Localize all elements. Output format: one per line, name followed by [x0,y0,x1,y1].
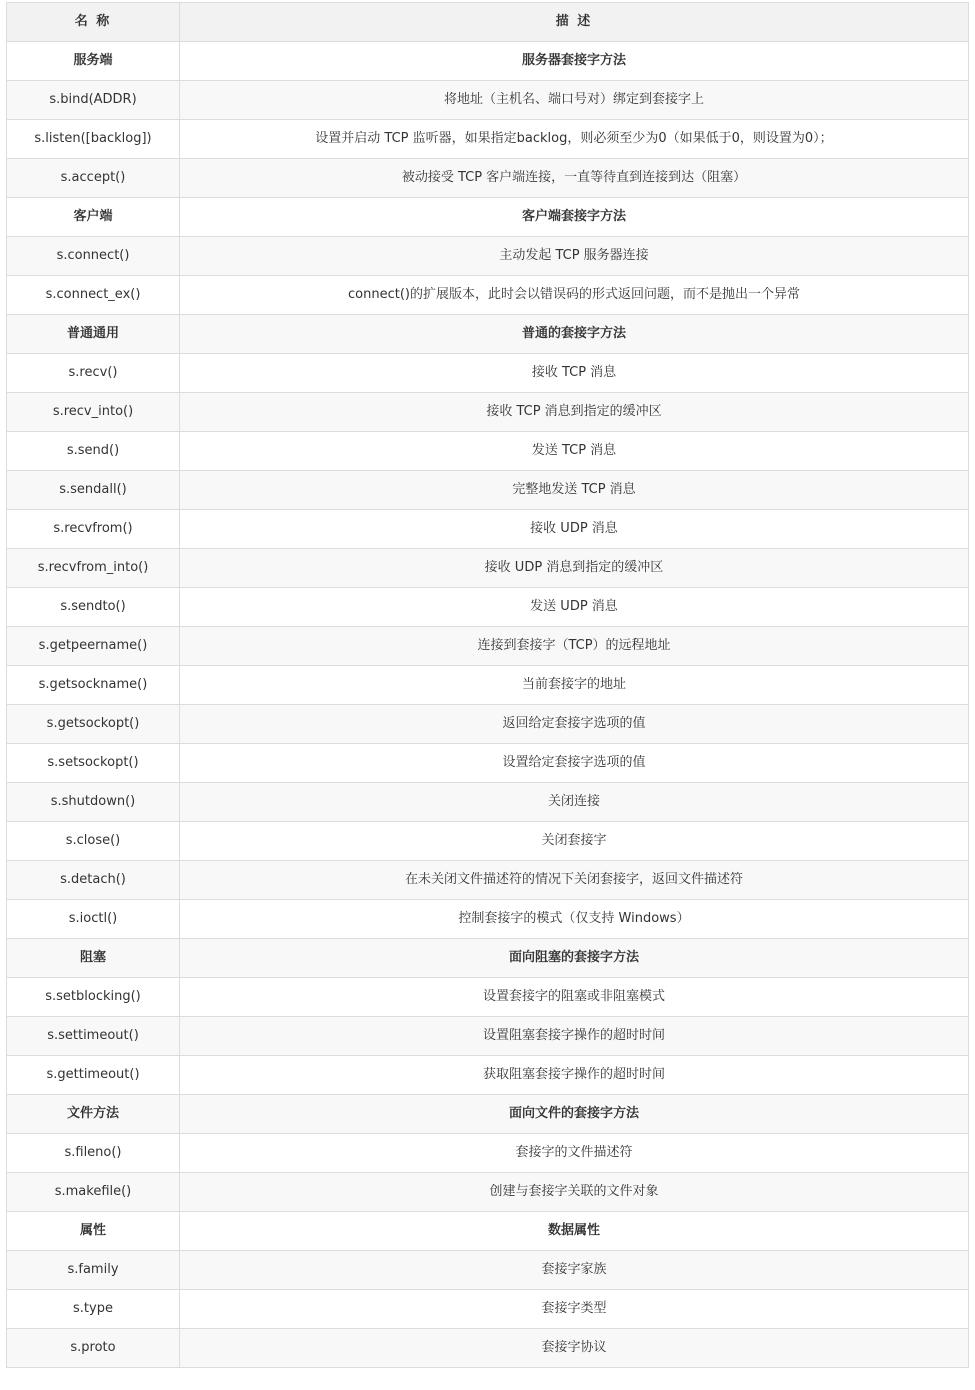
method-description-cell: 接收 UDP 消息到指定的缓冲区 [180,549,969,588]
method-name-cell: s.recvfrom_into() [7,549,180,588]
section-name-cell: 阻塞 [7,939,180,978]
method-description-cell: 设置给定套接字选项的值 [180,744,969,783]
method-name-cell: s.accept() [7,159,180,198]
method-name-cell: s.settimeout() [7,1017,180,1056]
table-row [7,237,969,276]
name-column-header: 名 称 [7,3,180,42]
table-body [7,42,969,1368]
method-description-cell: 被动接受 TCP 客户端连接，一直等待直到连接到达（阻塞） [180,159,969,198]
method-name-cell: s.detach() [7,861,180,900]
method-description-cell: 在未关闭文件描述符的情况下关闭套接字，返回文件描述符 [180,861,969,900]
method-name-cell: s.recv_into() [7,393,180,432]
method-description-cell: 完整地发送 TCP 消息 [180,471,969,510]
method-description-cell: 返回给定套接字选项的值 [180,705,969,744]
method-description-cell: 连接到套接字（TCP）的远程地址 [180,627,969,666]
section-row [7,1212,969,1251]
table-row [7,1017,969,1056]
method-description-cell: 主动发起 TCP 服务器连接 [180,237,969,276]
method-description-cell: 创建与套接字关联的文件对象 [180,1173,969,1212]
section-row [7,315,969,354]
section-row [7,42,969,81]
method-description-cell: 设置阻塞套接字操作的超时时间 [180,1017,969,1056]
method-name-cell: s.shutdown() [7,783,180,822]
section-description-cell: 服务器套接字方法 [180,42,969,81]
table-row [7,159,969,198]
method-description-cell: 套接字家族 [180,1251,969,1290]
method-name-cell: s.setsockopt() [7,744,180,783]
method-description-cell: 将地址（主机名、端口号对）绑定到套接字上 [180,81,969,120]
section-description-cell: 数据属性 [180,1212,969,1251]
table-row [7,978,969,1017]
method-description-cell: 套接字的文件描述符 [180,1134,969,1173]
method-description-cell: 接收 TCP 消息到指定的缓冲区 [180,393,969,432]
table-row [7,900,969,939]
header-row [7,3,969,42]
method-description-cell: 设置并启动 TCP 监听器，如果指定backlog，则必须至少为0（如果低于0，则设置为0）； [180,120,969,159]
table-row [7,705,969,744]
method-description-cell: 套接字类型 [180,1290,969,1329]
table-row [7,1251,969,1290]
method-description-cell: 套接字协议 [180,1329,969,1368]
section-row [7,198,969,237]
method-name-cell: s.gettimeout() [7,1056,180,1095]
section-name-cell: 文件方法 [7,1095,180,1134]
method-name-cell: s.makefile() [7,1173,180,1212]
method-name-cell: s.sendall() [7,471,180,510]
table-row [7,588,969,627]
table-row [7,783,969,822]
section-row [7,939,969,978]
socket-methods-table [6,2,969,1368]
section-description-cell: 面向阻塞的套接字方法 [180,939,969,978]
method-name-cell: s.proto [7,1329,180,1368]
socket-methods-table-container [6,2,968,1368]
section-row [7,1095,969,1134]
method-name-cell: s.getsockname() [7,666,180,705]
table-row [7,744,969,783]
method-description-cell: 关闭套接字 [180,822,969,861]
method-name-cell: s.recv() [7,354,180,393]
table-row [7,1056,969,1095]
table-header [7,3,969,42]
method-description-cell: 接收 TCP 消息 [180,354,969,393]
method-description-cell: 关闭连接 [180,783,969,822]
method-name-cell: s.setblocking() [7,978,180,1017]
table-row [7,354,969,393]
method-name-cell: s.sendto() [7,588,180,627]
table-row [7,627,969,666]
method-name-cell: s.send() [7,432,180,471]
table-row [7,822,969,861]
table-row [7,471,969,510]
section-description-cell: 面向文件的套接字方法 [180,1095,969,1134]
table-row [7,549,969,588]
table-row [7,81,969,120]
method-description-cell: connect()的扩展版本，此时会以错误码的形式返回问题，而不是抛出一个异常 [180,276,969,315]
method-name-cell: s.connect_ex() [7,276,180,315]
method-description-cell: 发送 TCP 消息 [180,432,969,471]
method-description-cell: 设置套接字的阻塞或非阻塞模式 [180,978,969,1017]
table-row [7,120,969,159]
method-name-cell: s.family [7,1251,180,1290]
method-description-cell: 发送 UDP 消息 [180,588,969,627]
method-name-cell: s.bind(ADDR) [7,81,180,120]
section-name-cell: 属性 [7,1212,180,1251]
method-name-cell: s.connect() [7,237,180,276]
table-row [7,432,969,471]
table-row [7,510,969,549]
table-row [7,861,969,900]
table-row [7,666,969,705]
method-name-cell: s.type [7,1290,180,1329]
description-column-header: 描 述 [180,3,969,42]
method-name-cell: s.getsockopt() [7,705,180,744]
method-name-cell: s.getpeername() [7,627,180,666]
method-name-cell: s.close() [7,822,180,861]
table-row [7,1134,969,1173]
method-name-cell: s.recvfrom() [7,510,180,549]
section-name-cell: 客户端 [7,198,180,237]
section-description-cell: 普通的套接字方法 [180,315,969,354]
method-description-cell: 当前套接字的地址 [180,666,969,705]
method-name-cell: s.listen([backlog]) [7,120,180,159]
section-name-cell: 普通通用 [7,315,180,354]
table-row [7,393,969,432]
method-description-cell: 控制套接字的模式（仅支持 Windows） [180,900,969,939]
method-name-cell: s.ioctl() [7,900,180,939]
section-name-cell: 服务端 [7,42,180,81]
table-row [7,276,969,315]
method-name-cell: s.fileno() [7,1134,180,1173]
method-description-cell: 获取阻塞套接字操作的超时时间 [180,1056,969,1095]
table-row [7,1173,969,1212]
section-description-cell: 客户端套接字方法 [180,198,969,237]
method-description-cell: 接收 UDP 消息 [180,510,969,549]
table-row [7,1290,969,1329]
table-row [7,1329,969,1368]
